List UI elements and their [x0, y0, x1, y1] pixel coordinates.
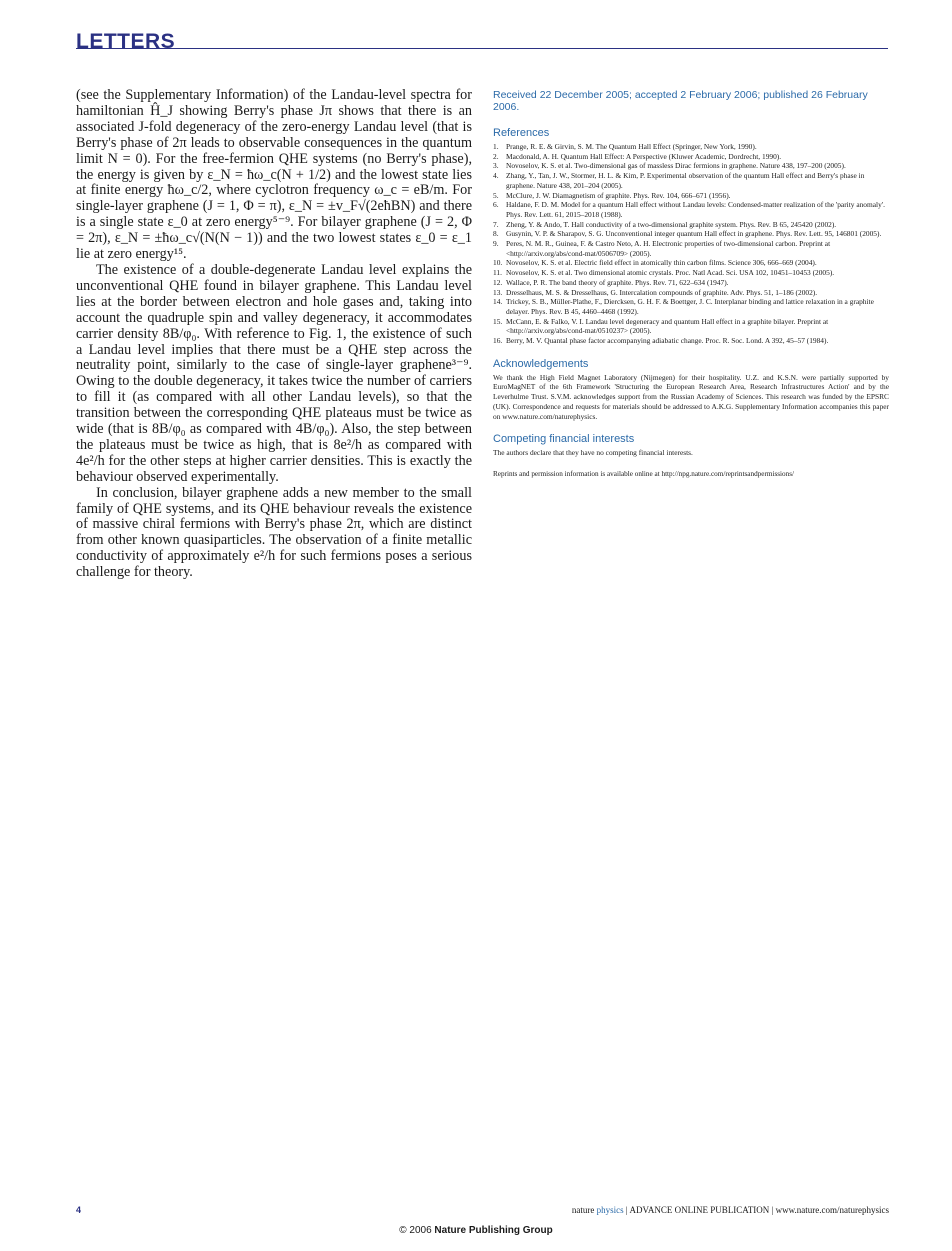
- journal-prefix: nature: [571, 1205, 595, 1215]
- section-label: LETTERS: [76, 30, 176, 53]
- copyright-line: [0, 1225, 952, 1236]
- main-text-column: [76, 88, 472, 581]
- reference-item: 5. McClure, J. W. Diamagnetism of graphite. Phys. Rev. 104, 666–671 (1956).: [493, 190, 731, 200]
- copyright-prefix: © 2006: [399, 1225, 432, 1236]
- acknowledgements-text: We thank the High Field Magnet Laboratory (Nijmegen) for their hospitality. U.Z. and K.S.N. were partially supported by EuroMagNET of the 6th Framework 'Structuring the European Research Area, Research Infrastructures Action' and by the Leverhulme Trust. S.V.M. acknowledges support from the Russian Academy of Sciences. This research was funded by the EPSRC (UK). Correspondence and requests for materials should be addressed to A.K.G. Supplementary Information accompanies this paper on www.nature.com/naturephysics.: [493, 372, 889, 421]
- journal-name: physics: [596, 1205, 624, 1215]
- reference-item: 6. Haldane, F. D. M. Model for a quantum Hall effect without Landau levels: Condensed-matter realization of the 'parity anomaly'. Phys. Rev. Lett. 61, 2015–2018 (1988).: [493, 200, 885, 219]
- reference-item: 16. Berry, M. V. Quantal phase factor accompanying adiabatic change. Proc. R. Soc. Lond. A 392, 45–57 (1984).: [493, 336, 829, 346]
- reference-item: 11. Novoselov, K. S. et al. Two dimensional atomic crystals. Proc. Natl Acad. Sci. USA 102, 10451–10453 (2005).: [493, 268, 835, 278]
- reference-item: 13. Dresselhaus, M. S. & Dresselhaus, G. Intercalation compounds of graphite. Adv. Phys. 51, 1–186 (2002).: [493, 287, 818, 297]
- reference-item: 10. Novoselov, K. S. et al. Electric field effect in atomically thin carbon films. Science 306, 666–669 (2004).: [493, 258, 817, 268]
- body-paragraph: The existence of a double-degenerate Landau level explains the unconventional QHE found in bilayer graphene. This Landau level lies at the border between electron and hole gases and, taking into account the quadruple spin and valley degeneracy, it accommodates carrier density 8B/φ₀. With reference to Fig. 1, the existence of such a Landau level implies that there must be a QHE step across the neutrality point, similarly to the case of single-layer graphene³⁻⁹. Owing to the double degeneracy, it takes twice the number of carriers to fill it (as compared with all other Landau levels), so that the transition between the corresponding QHE plateaus must be twice as wide (that is 8B/φ₀ as compared with 4B/φ₀). Also, the step between the plateaus must be twice as high, that is 8e²/h as compared with 4e²/h for the other steps at higher carrier densities. This is exactly the behaviour observed experimentally.: [76, 261, 472, 485]
- competing-interests-text: The authors declare that they have no competing financial interests.: [493, 448, 693, 458]
- body-paragraph: In conclusion, bilayer graphene adds a new member to the small family of QHE systems, and its QHE behaviour reveals the existence of massive chiral fermions with Berry's phase 2π, which are distinct from other known quasiparticles. The observation of a finite metallic conductivity of approximately e²/h for such fermions poses a serious challenge for theory.: [76, 484, 472, 581]
- reprints-note: Reprints and permission information is available online at http://npg.nature.com/reprintsandpermissions/: [493, 469, 795, 478]
- reference-item: 14. Trickey, S. B., Müller-Plathe, F., Diercksen, G. H. F. & Boettger, J. C. Interplanar binding and lattice relaxation in a graphite delayer. Phys. Rev. B 45, 4460–4468 (1992).: [493, 297, 874, 316]
- header-rule: [76, 48, 888, 49]
- references-heading: References: [493, 127, 550, 139]
- reference-list: [493, 142, 889, 346]
- journal-suffix: | ADVANCE ONLINE PUBLICATION | www.nature.com/naturephysics: [625, 1205, 889, 1215]
- body-paragraph: (see the Supplementary Information) of the Landau-level spectra for hamiltonian Ĥ_J showing Berry's phase Jπ shows that there is an associated J-fold degeneracy of the zero-energy Landau level (that is Berry's phase of 2π leads to observable consequences in the quantum limit N = 0). For the free-fermion QHE systems (no Berry's phase), the energy is given by ε_N = ħω_c(N + 1/2) and the lowest state lies at finite energy ħω_c/2, where cyclotron frequency ω_c = eB/m. For single-layer graphene (J = 1, Φ = π), ε_N = ±v_F√(2eħBN) and there is a single state ε_0 at zero energy⁵⁻⁹. For bilayer graphene (J = 2, Φ = 2π), ε_N = ±ħω_c√(N(N − 1)) and the two lowest states ε_0 = ε_1 lie at zero energy¹⁵.: [76, 87, 472, 263]
- reference-item: 12. Wallace, P. R. The band theory of graphite. Phys. Rev. 71, 622–634 (1947).: [493, 277, 729, 287]
- reference-item: 7. Zheng, Y. & Ando, T. Hall conductivity of a two-dimensional graphite system. Phys. Rev. B 65, 245420 (2002).: [493, 219, 837, 229]
- reference-item: 9. Peres, N. M. R., Guinea, F. & Castro Neto, A. H. Electronic properties of two-dimensional carbon. Preprint at <http://arxiv.org/abs/cond-mat/0506709> (2005).: [493, 239, 831, 258]
- competing-interests-heading: Competing financial interests: [493, 433, 635, 446]
- reference-item: 4. Zhang, Y., Tan, J. W., Stormer, H. L. & Kim, P. Experimental observation of the quantum Hall effect and Berry's phase in graphene. Nature 438, 201–204 (2005).: [493, 171, 865, 190]
- copyright-holder: Nature Publishing Group: [434, 1225, 553, 1236]
- received-dates: Received 22 December 2005; accepted 2 February 2006; published 26 February 2006.: [493, 89, 868, 113]
- journal-footer: [572, 1205, 889, 1215]
- reference-item: 15. McCann, E. & Falko, V. I. Landau level degeneracy and quantum Hall effect in a graphite bilayer. Preprint at <http://arxiv.org/abs/cond-mat/0510237> (2005).: [493, 316, 829, 336]
- acknowledgements-heading: Acknowledgements: [493, 357, 589, 370]
- reference-item: 8. Gusynin, V. P. & Sharapov, S. G. Unconventional integer quantum Hall effect in graphene. Phys. Rev. Lett. 95, 146801 (2005).: [493, 229, 882, 239]
- page-number: 4: [76, 1205, 82, 1215]
- reference-item: 3. Novoselov, K. S. et al. Two-dimensional gas of massless Dirac fermions in graphene. Nature 438, 197–200 (2005).: [493, 161, 846, 171]
- back-matter-column: [493, 89, 889, 480]
- reference-item: 1. Prange, R. E. & Girvin, S. M. The Quantum Hall Effect (Springer, New York, 1990).: [493, 142, 757, 151]
- reference-item: 2. Macdonald, A. H. Quantum Hall Effect: A Perspective (Kluwer Academic, Dordrecht, 1990).: [493, 151, 782, 161]
